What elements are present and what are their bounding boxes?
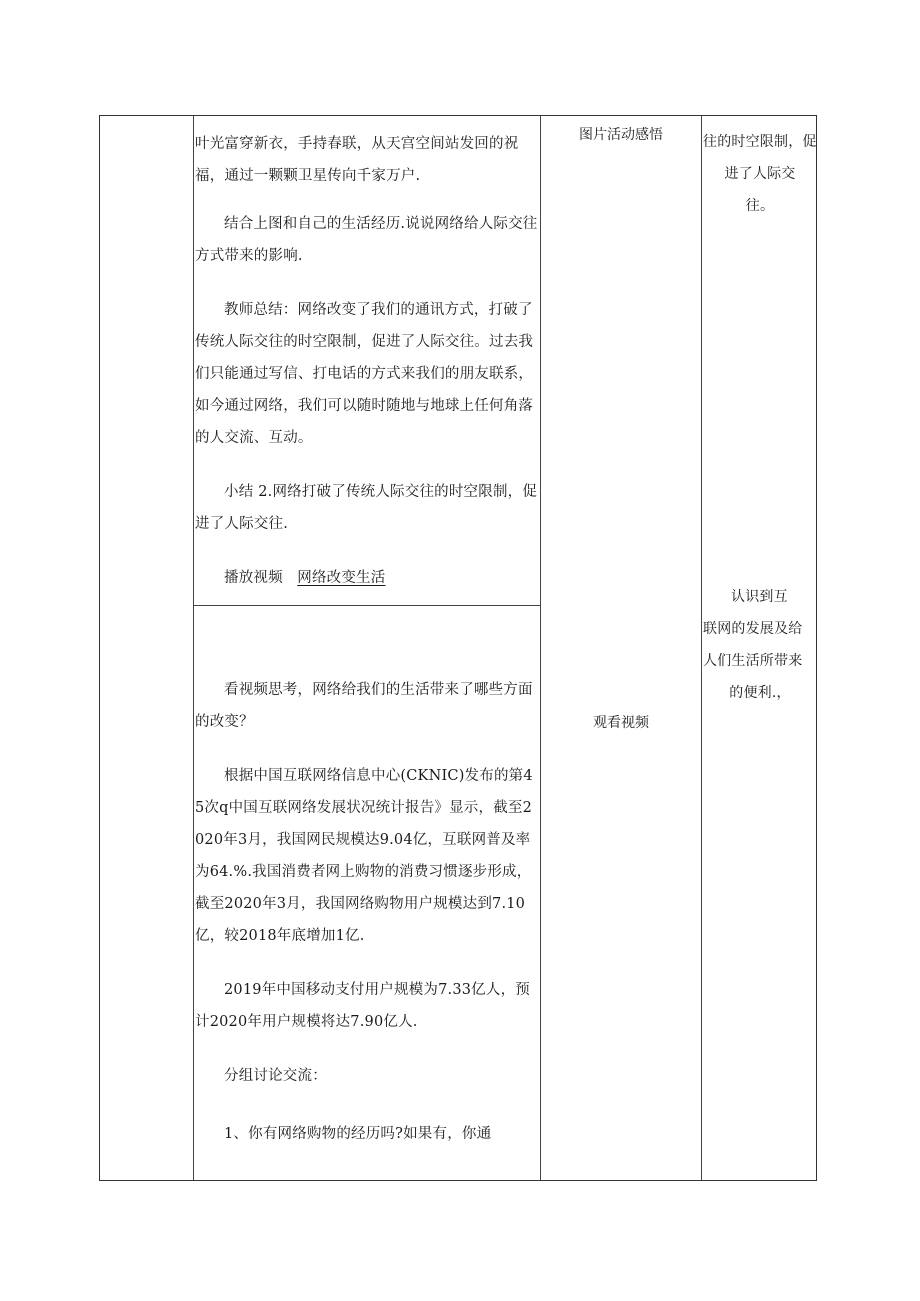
- teaching-content-cell-1: [195, 128, 538, 594]
- column-divider: [540, 116, 541, 1180]
- intent-line: 人们生活所带来: [703, 653, 803, 669]
- design-intent-cell-1: [703, 126, 817, 222]
- discussion-prompt: 结合上图和自己的生活经历.说说网络给人际交往方式带来的影响.: [195, 216, 538, 264]
- student-activity-text: 观看视频: [593, 715, 649, 731]
- student-activity-cell-2: [541, 712, 701, 732]
- design-intent-cell-2: [703, 581, 817, 709]
- row-divider: [193, 605, 540, 606]
- section-summary: 小结 2.网络打破了传统人际交往的时空限制，促进了人际交往.: [195, 484, 538, 532]
- teacher-summary: 教师总结：网络改变了我们的通讯方式，打破了传统人际交往的时空限制，促进了人际交往。过去我们只能通过写信、打电话的方式来我们的朋友联系，如今通过网络，我们可以随时随地与地球上任何角落的人交流、互动。: [195, 302, 534, 446]
- video-line: [195, 562, 538, 594]
- intent-line: 联网的发展及给: [703, 621, 803, 637]
- column-divider: [193, 116, 194, 1180]
- intent-line: 的便利.，: [729, 685, 791, 701]
- teaching-content-cell-2: [195, 674, 538, 1150]
- student-activity-text: 图片活动感悟: [579, 127, 663, 143]
- intent-line: 往。: [745, 198, 775, 214]
- intent-line: 认识到互: [731, 589, 788, 605]
- student-activity-cell-1: [541, 124, 701, 144]
- video-title: 网络改变生活: [297, 570, 386, 586]
- lesson-plan-table: [99, 115, 817, 1181]
- statistics-report: 根据中国互联网络信息中心(CKNIC)发布的第45次q中国互联网络发展状况统计报告》显示，截至2020年3月，我国网民规模达9.04亿，互联网普及率为64.%.我国消费者网上购物的消费习惯逐步形成，截至2020年3月，我国网络购物用户规模达到7.10亿，较2018年底增加1亿.: [195, 768, 533, 944]
- intent-line: 往的时空限制，促: [703, 134, 817, 150]
- video-question: 看视频思考，网络给我们的生活带来了哪些方面的改变？: [195, 682, 533, 730]
- discussion-question-1: 1、你有网络购物的经历吗?如果有，你通: [224, 1126, 492, 1142]
- text-paragraph: 叶光富穿新衣，手持春联，从天宫空间站发回的祝福，通过一颗颗卫星传向千家万户.: [195, 136, 519, 184]
- intent-line: 进了人际交: [724, 166, 796, 182]
- video-label: 播放视频: [224, 570, 283, 586]
- group-discussion-label: 分组讨论交流：: [224, 1068, 327, 1084]
- mobile-payment-stats: 2019年中国移动支付用户规模为7.33亿人，预计2020年用户规模将达7.90亿人.: [195, 982, 530, 1030]
- column-divider: [701, 116, 702, 1180]
